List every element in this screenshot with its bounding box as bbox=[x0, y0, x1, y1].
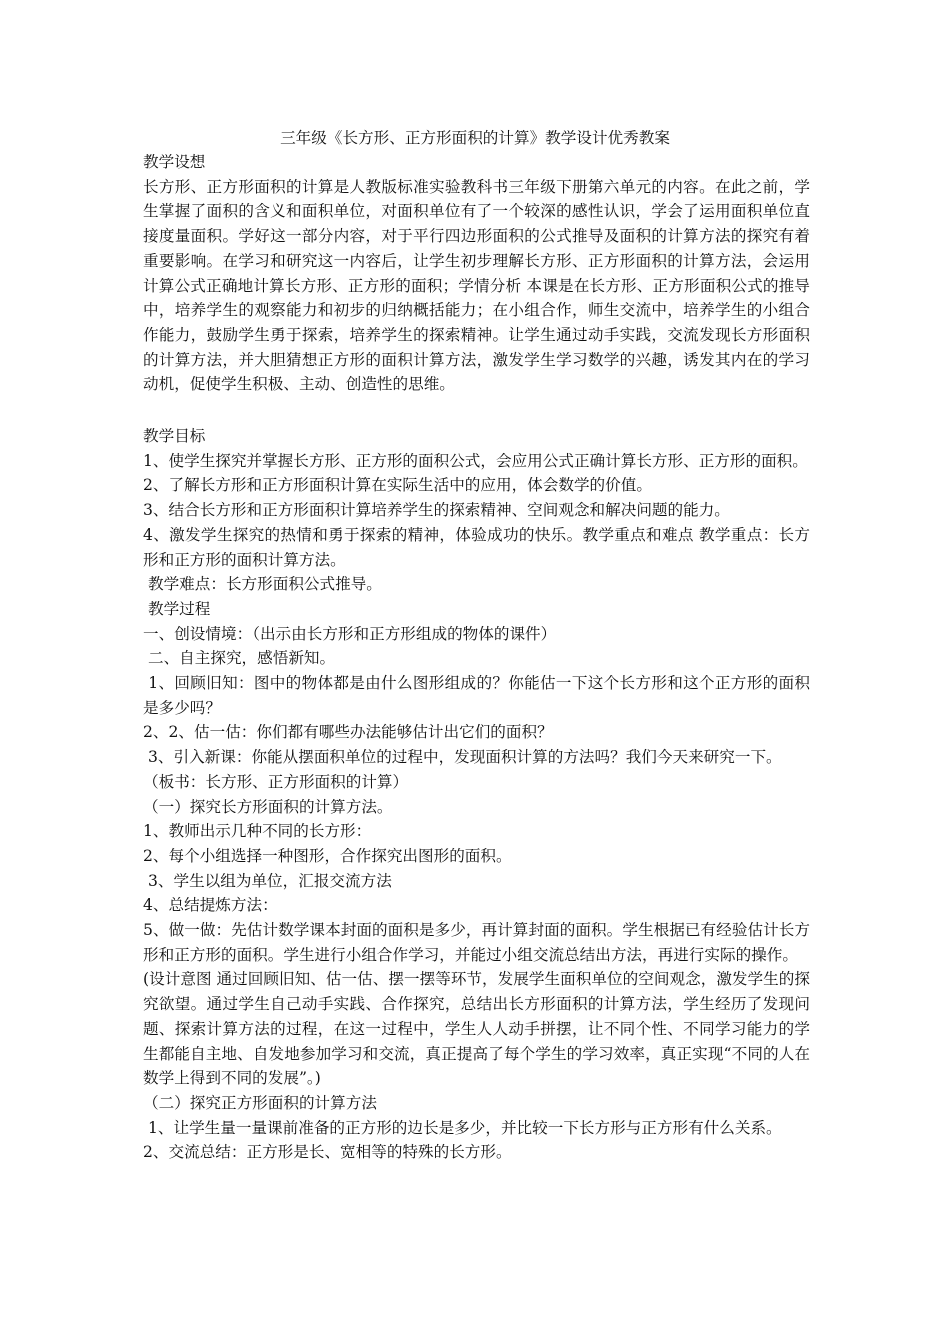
paragraph-line: 一、创设情境：（出示由长方形和正方形组成的物体的课件） bbox=[143, 624, 557, 643]
paragraph-line: 3、引入新课：你能从摆面积单位的过程中，发现面积计算的方法吗？我们今天来研究一下。 bbox=[143, 748, 782, 767]
paragraph-line: 1、回顾旧知：图中的物体都是由什么图形组成的？你能估一下这个长方形和这个正方形的面积是多少吗？ bbox=[143, 674, 810, 717]
paragraph-line: 二、自主探究，感悟新知。 bbox=[143, 649, 336, 668]
paragraph-line: 1、教师出示几种不同的长方形： bbox=[143, 822, 372, 841]
paragraph-line: 2、交流总结：正方形是长、宽相等的特殊的长方形。 bbox=[143, 1143, 512, 1162]
document-title: 三年级《长方形、正方形面积的计算》教学设计优秀教案 bbox=[280, 129, 670, 147]
paragraph-line: 1、使学生探究并掌握长方形、正方形的面积公式，会应用公式正确计算长方形、正方形的面积。 bbox=[143, 451, 808, 470]
paragraph-line: 2、每个小组选择一种图形，合作探究出图形的面积。 bbox=[143, 846, 512, 865]
section-teaching-concept bbox=[143, 150, 810, 397]
paragraph-line: 教学目标 bbox=[143, 427, 206, 445]
paragraph-line: (设计意图 通过回顾旧知、估一估、摆一摆等环节，发展学生面积单位的空间观念，激发学生的探究欲望。通过学生自己动手实践、合作探究，总结出长方形面积的计算方法，学生经历了发现问题、探索计算方法的过程，在这一过程中，学生人人动手拼摆，让不同个性、不同学习能力的学生都能自主地、自发地参加学习和交流，真正提高了每个学生的学习效率，真正实现“不同的人在数学上得到不同的发展”。) bbox=[143, 970, 810, 1088]
paragraph-line: （一）探究长方形面积的计算方法。 bbox=[143, 797, 393, 816]
paragraph-line: 教学难点：长方形面积公式推导。 bbox=[143, 575, 382, 594]
paragraph: 长方形、正方形面积的计算是人教版标准实验教科书三年级下册第六单元的内容。在此之前，学生掌握了面积的含义和面积单位，对面积单位有了一个较深的感性认识，学会了运用面积单位直接度量面积。学好这一部分内容，对于平行四边形面积的公式推导及面积的计算方法的探究有着重要影响。在学习和研究这一内容后，让学生初步理解长方形、正方形面积的计算方法，会运用计算公式正确地计算长方形、正方形的面积；学情分析 本课是在长方形、正方形面积公式的推导中，培养学生的观察能力和初步的归纳概括能力；在小组合作，师生交流中，培养学生的小组合作能力，鼓励学生勇于探索，培养学生的探索精神。让学生通过动手实践，交流发现长方形面积的计算方法，并大胆猜想正方形的面积计算方法，激发学生学习数学的兴趣，诱发其内在的学习动机，促使学生积极、主动、创造性的思维。 bbox=[143, 177, 810, 394]
paragraph-line: （二）探究正方形面积的计算方法 bbox=[143, 1093, 377, 1112]
section-heading: 教学设想 bbox=[143, 153, 206, 171]
paragraph-line: 3、学生以组为单位，汇报交流方法 bbox=[143, 871, 392, 890]
paragraph-line: 2、2、估一估：你们都有哪些办法能够估计出它们的面积？ bbox=[143, 723, 553, 742]
paragraph-line: 3、结合长方形和正方形面积计算培养学生的探索精神、空间观念和解决问题的能力。 bbox=[143, 501, 730, 520]
section-teaching-goals-and-process bbox=[143, 424, 810, 1165]
paragraph-line: （板书：长方形、正方形面积的计算） bbox=[143, 772, 409, 791]
paragraph-line: 1、让学生量一量课前准备的正方形的边长是多少，并比较一下长方形与正方形有什么关系。 bbox=[143, 1118, 782, 1137]
paragraph-line: 2、了解长方形和正方形面积计算在实际生活中的应用，体会数学的价值。 bbox=[143, 476, 652, 495]
paragraph-line: 教学过程 bbox=[143, 599, 211, 618]
paragraph-line: 4、总结提炼方法： bbox=[143, 896, 278, 915]
paragraph-line: 5、做一做：先估计数学课本封面的面积是多少，再计算封面的面积。学生根据已有经验估计长方形和正方形的面积。学生进行小组合作学习，并能过小组交流总结出方法，再进行实际的操作。 bbox=[143, 921, 810, 964]
paragraph-line: 4、激发学生探究的热情和勇于探索的精神，体验成功的快乐。教学重点和难点 教学重点：长方形和正方形的面积计算方法。 bbox=[143, 525, 810, 569]
